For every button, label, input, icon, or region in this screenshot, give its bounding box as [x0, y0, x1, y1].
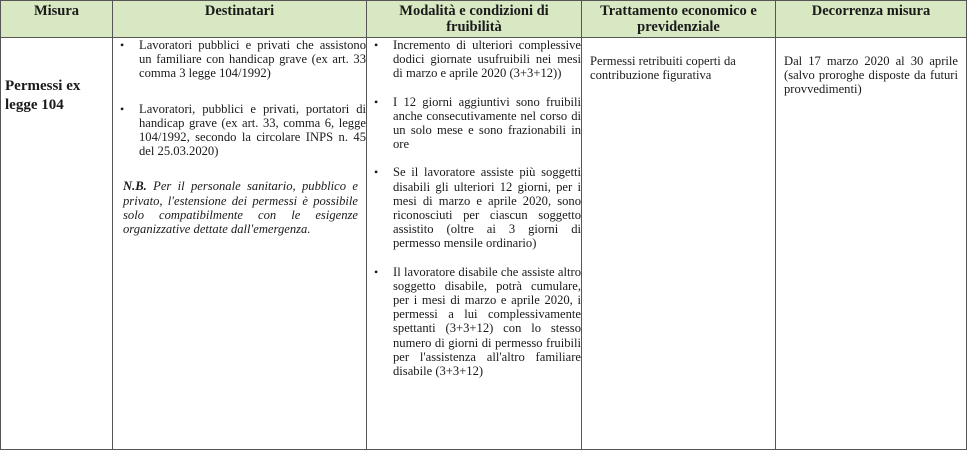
list-item: • Lavoratori, pubblici e privati, portatori di handicap grave (ex art. 33, comma 6, legge 104/1992, secondo la circolare INPS n. 45 del 25.03.2020) — [113, 102, 366, 159]
cell-misura — [1, 38, 113, 450]
table-row — [1, 38, 967, 450]
cell-trattamento — [582, 38, 776, 450]
measure-name: Permessi ex legge 104 — [5, 78, 81, 113]
list-item: • Se il lavoratore assiste più soggetti disabili gli ulteriori 12 giorni, per i mesi di marzo e aprile 2020, sono riconosciuti per ciascun soggetto assistito (oltre ai 3 giorni di permesso mensile ordinario) — [367, 165, 581, 250]
header-modalita: Modalità e condizioni di fruibilità — [367, 1, 582, 38]
trattamento-text: Permessi retribuiti coperti da contribuzione figurativa — [590, 54, 736, 83]
header-row — [1, 1, 967, 38]
cell-modalita — [367, 38, 582, 450]
modalita-list — [367, 38, 581, 378]
list-item: • Il lavoratore disabile che assiste altro soggetto disabile, potrà cumulare, per i mesi di marzo e aprile 2020, i permessi a lui complessivamente spettanti (3+3+12) con lo stesso numero di giorni di permesso fruibili per l'assistenza all'altro familiare disabile (3+3+12) — [367, 265, 581, 379]
list-item: • Incremento di ulteriori complessive dodici giornate usufruibili nei mesi di marzo e aprile 2020 (3+3+12)) — [367, 38, 581, 81]
header-decorrenza: Decorrenza misura — [776, 1, 967, 38]
destinatari-list — [113, 38, 366, 158]
header-trattamento: Trattamento economico e previdenziale — [582, 1, 776, 38]
cell-decorrenza — [776, 38, 967, 450]
nb-label: N.B. — [123, 179, 147, 194]
decorrenza-text: Dal 17 marzo 2020 al 30 aprile (salvo proroghe disposte da futuri provvedimenti) — [784, 54, 958, 97]
nb-note — [113, 179, 366, 236]
list-item: • I 12 giorni aggiuntivi sono fruibili anche consecutivamente nel corso di un solo mese e sono frazionabili in ore — [367, 95, 581, 152]
nb-text: Per il personale sanitario, pubblico e privato, l'estensione dei permessi è possibile solo compatibilmente con le esigenze organizzative dettate dall'emergenza. — [123, 179, 358, 237]
list-item: • Lavoratori pubblici e privati che assistono un familiare con handicap grave (ex art. 33 comma 3 legge 104/1992) — [113, 38, 366, 81]
cell-destinatari — [113, 38, 367, 450]
header-misura: Misura — [1, 1, 113, 38]
header-destinatari: Destinatari — [113, 1, 367, 38]
